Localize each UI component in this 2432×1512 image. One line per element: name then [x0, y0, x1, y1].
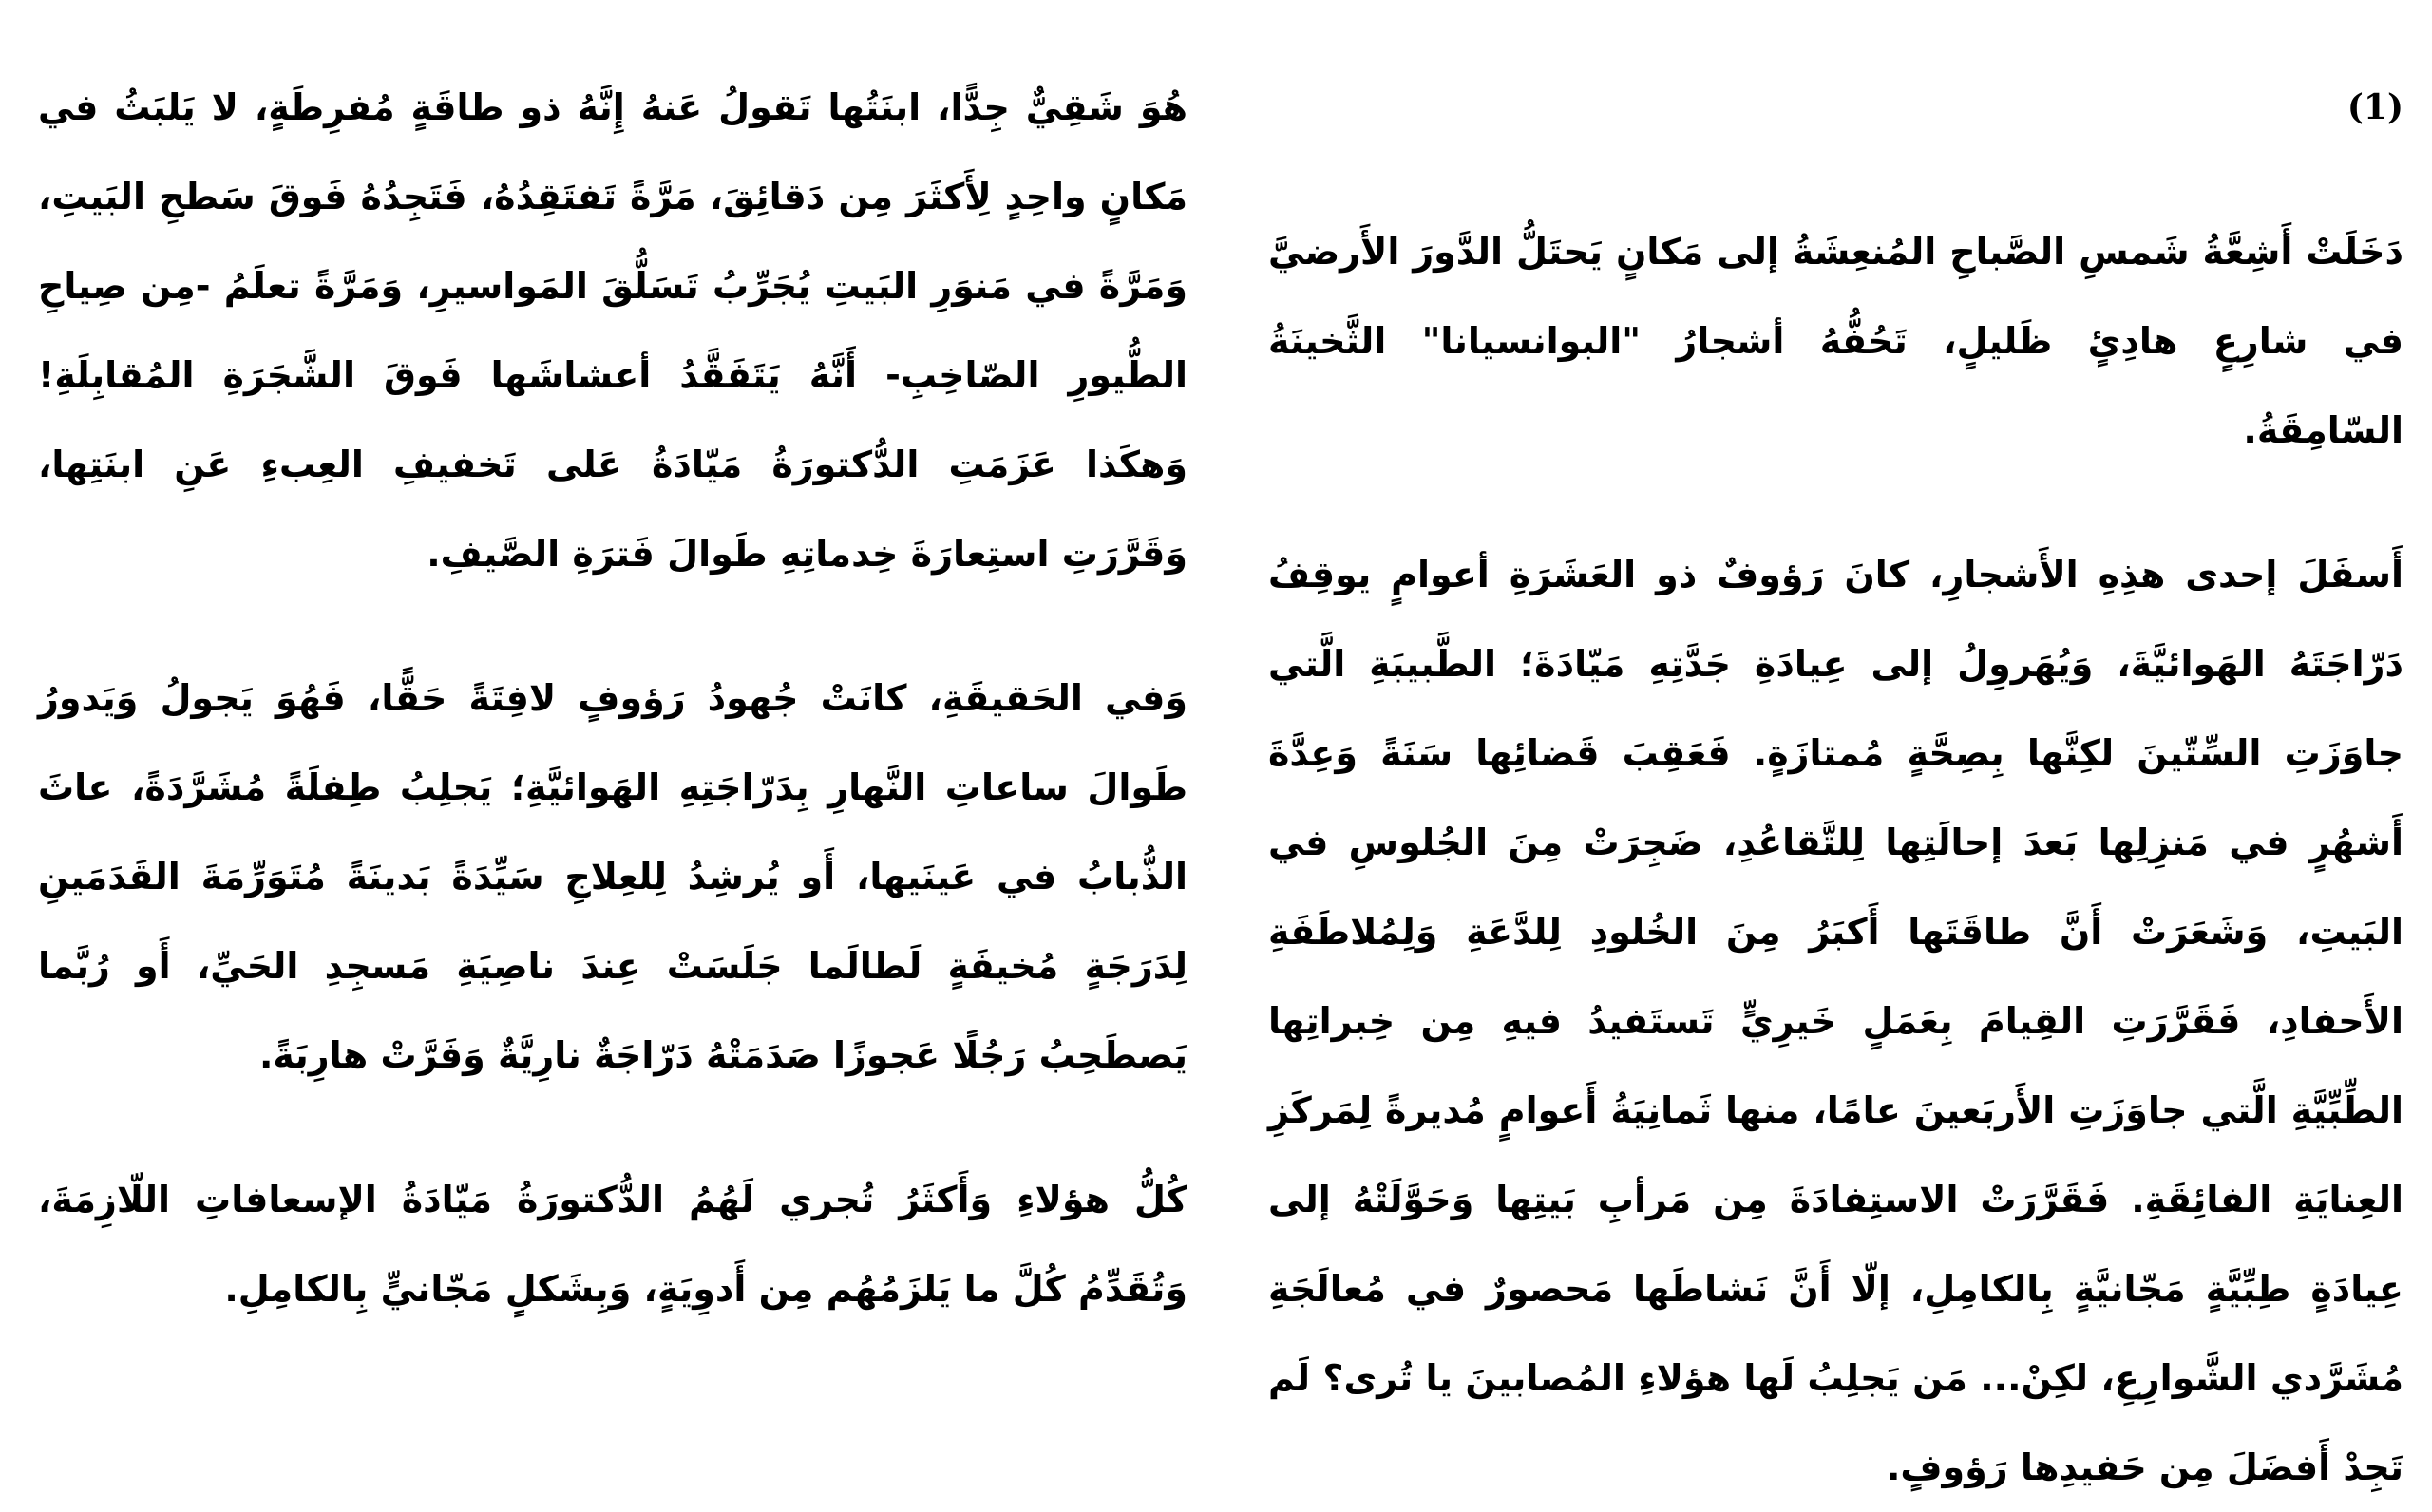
- left-paragraph-2: وَفي الحَقيقَةِ، كانَتْ جُهودُ رَؤوفٍ لافِتَةً حَقًّا، فَهُوَ يَجولُ وَيَدورُ طَوالَ ساعاتِ النَّهارِ بِدَرّاجَتِهِ الهَوائيَّةِ؛ يَجلِبُ طِفلَةً مُشَرَّدَةً، عاثَ الذُّبابُ في عَينَيها، أَو يُرشِدُ لِلعِلاجِ سَيِّدَةً بَدينَةً مُتَوَرِّمَةَ القَدَمَينِ لِدَرَجَةٍ مُخيفَةٍ لَطالَما جَلَسَتْ عِندَ ناصِيَةِ مَسجِدِ الحَيِّ، أَو رُبَّما يَصطَحِبُ رَجُلًا عَجوزًا صَدَمَتْهُ دَرّاجَةٌ نارِيَّةٌ وَفَرَّتْ هارِبَةً.: [38, 677, 1188, 1076]
- left-page-column: [38, 63, 1188, 1333]
- left-paragraph-3: كُلُّ هؤلاءِ وَأَكثَرُ تُجري لَهُمُ الدُّكتورَةُ مَيّادَةُ الإسعافاتِ اللّازِمَةَ، وَتُقَدِّمُ كُلَّ ما يَلزَمُهُم مِن أَدوِيَةٍ، وَبِشَكلٍ مَجّانيٍّ بِالكامِلِ.: [38, 1179, 1188, 1310]
- right-paragraph-2: أَسفَلَ إحدى هذِهِ الأَشجارِ، كانَ رَؤوفٌ ذو العَشَرَةِ أعوامٍ يوقِفُ دَرّاجَتَهُ الهَوائيَّةَ، وَيُهَروِلُ إلى عِيادَةِ جَدَّتِهِ مَيّادَةَ؛ الطَّبيبَةِ الَّتي جاوَزَتِ السِّتّينَ لكِنَّها بِصِحَّةٍ مُمتازَةٍ. فَعَقِبَ قَضائِها سَنَةً وَعِدَّةَ أَشهُرٍ في مَنزِلِها بَعدَ إحالَتِها لِلتَّقاعُدِ، ضَجِرَتْ مِنَ الجُلوسِ في البَيتِ، وَشَعَرَتْ أَنَّ طاقَتَها أَكبَرُ مِنَ الخُلودِ لِلدَّعَةِ وَلِمُلاطَفَةِ الأَحفادِ، فَقَرَّرَتِ القِيامَ بِعَمَلٍ خَيرِيٍّ تَستَفيدُ فيهِ مِن خِبراتِها الطِّبِّيَّةِ الَّتي جاوَزَتِ الأَربَعينَ عامًا، منها ثَمانِيَةُ أَعوامٍ مُديرةً لِمَركَزِ العِنايَةِ الفائِقَةِ. فَقَرَّرَتْ الاستِفادَةَ مِن مَرأبِ بَيتِها وَحَوَّلَتْهُ إلى عِيادَةٍ طِبِّيَّةٍ مَجّانيَّةٍ بِالكامِلِ، إلّا أَنَّ نَشاطَها مَحصورٌ في مُعالَجَةِ مُشَرَّدي الشَّوارِعِ، لكِنْ... مَن يَجلِبُ لَها هؤلاءِ المُصابينَ يا تُرى؟ لَم تَجِدْ أَفضَلَ مِن حَفيدِها رَؤوفٍ.: [1268, 554, 2404, 1488]
- right-paragraph-1: دَخَلَتْ أَشِعَّةُ شَمسِ الصَّباحِ المُنعِشَةُ إلى مَكانٍ يَحتَلُّ الدَّورَ الأَرضيَّ في شارِعٍ هادِئٍ ظَليلٍ، تَحُفُّهُ أشجارُ "البوانسيانا" الثَّخينَةُ السّامِقَةُ.: [1268, 231, 2404, 451]
- right-page-column: [1268, 63, 2404, 1512]
- left-paragraph-1: هُوَ شَقِيٌّ جِدًّا، ابنَتُها تَقولُ عَنهُ إِنَّهُ ذو طاقَةٍ مُفرِطَةٍ، لا يَلبَثُ في مَكانٍ واحِدٍ لِأَكثَرَ مِن دَقائِقَ، مَرَّةً تَفتَقِدُهُ، فَتَجِدُهُ فَوقَ سَطحِ البَيتِ، وَمَرَّةً في مَنوَرِ البَيتِ يُجَرِّبُ تَسَلُّقَ المَواسيرِ، وَمَرَّةً تعلَمُ -مِن صِياحِ الطُّيورِ الصّاخِبِ- أَنَّهُ يَتَفَقَّدُ أعشاشَها فَوقَ الشَّجَرَةِ المُقابِلَةِ! وَهكَذا عَزَمَتِ الدُّكتورَةُ مَيّادَةُ عَلى تَخفيفِ العِبءِ عَنِ ابنَتِها، وَقَرَّرَتِ استِعارَةَ خِدماتِهِ طَوالَ فَترَةِ الصَّيفِ.: [38, 86, 1188, 575]
- page-number: (1): [2346, 87, 2404, 127]
